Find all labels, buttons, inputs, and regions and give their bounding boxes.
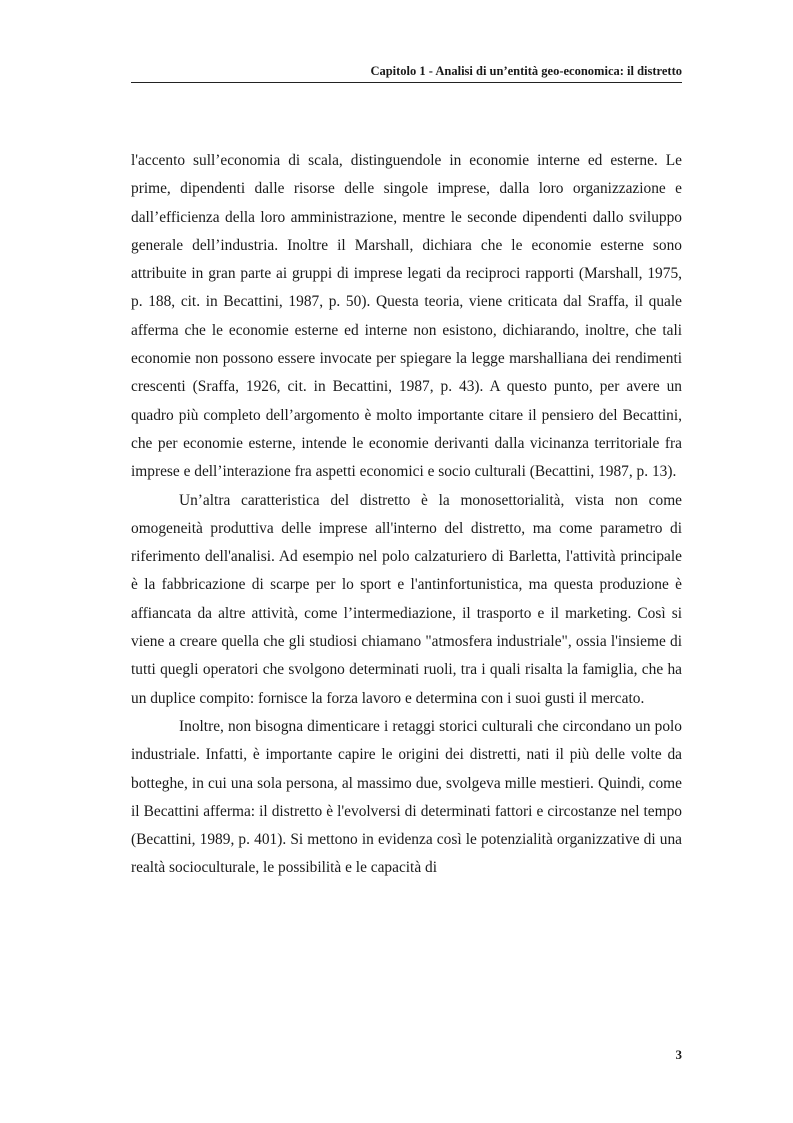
body-text [131,147,682,883]
running-header [131,62,682,83]
paragraph-continuation: l'accento sull’economia di scala, distinguendole in economie interne ed esterne. Le prime, dipendenti dalle risorse delle singole imprese, dalla loro organizzazione e dall’efficienza della loro amministrazione, mentre le seconde dipendenti dallo sviluppo generale dell’industria. Inoltre il Marshall, dichiara che le economie esterne sono attribuite in gran parte ai gruppi di imprese legati da reciproci rapporti (Marshall, 1975, p. 188, cit. in Becattini, 1987, p. 50). Questa teoria, viene criticata dal Sraffa, il quale afferma che le economie esterne ed interne non esistono, dichiarando, inoltre, che tali economie non possono essere invocate per spiegare la legge marshalliana dei rendimenti crescenti (Sraffa, 1926, cit. in Becattini, 1987, p. 43). A questo punto, per avere un quadro più completo dell’argomento è molto importante citare il pensiero del Becattini, che per economie esterne, intende le economie derivanti dalla vicinanza territoriale fra imprese e dell’interazione fra aspetti economici e socio culturali (Becattini, 1987, p. 13). [131,152,682,481]
paragraph-retaggi-storici: Inoltre, non bisogna dimenticare i retaggi storici culturali che circondano un polo industriale. Infatti, è importante capire le origini dei distretti, nati il più delle volte da botteghe, in cui una sola persona, al massimo due, svolgeva mille mestieri. Quindi, come il Becattini afferma: il distretto è l'evolversi di determinati fattori e circostanze nel tempo (Becattini, 1989, p. 401). Si mettono in evidenza così le potenzialità organizzative di una realtà socioculturale, le possibilità e le capacità di [131,717,682,877]
chapter-title: Capitolo 1 - Analisi di un’entità geo-economica: il distretto [370,64,682,78]
paragraph-monosettorialita: Un’altra caratteristica del distretto è la monosettorialità, vista non come omogeneità produttiva delle imprese all'interno del distretto, ma come parametro di riferimento dell'analisi. Ad esempio nel polo calzaturiero di Barletta, l'attività principale è la fabbricazione di scarpe per lo sport e l'antinfortunistica, ma questa produzione è affiancata da altre attività, come l’intermediazione, il trasporto e il marketing. Così si viene a creare quella che gli studiosi chiamano "atmosfera industriale", ossia l'insieme di tutti quegli operatori che svolgono determinati ruoli, tra i quali risalta la famiglia, che ha un duplice compito: fornisce la forza lavoro e determina con i suoi gusti il mercato. [131,491,682,707]
page-number: 3 [675,1047,682,1062]
